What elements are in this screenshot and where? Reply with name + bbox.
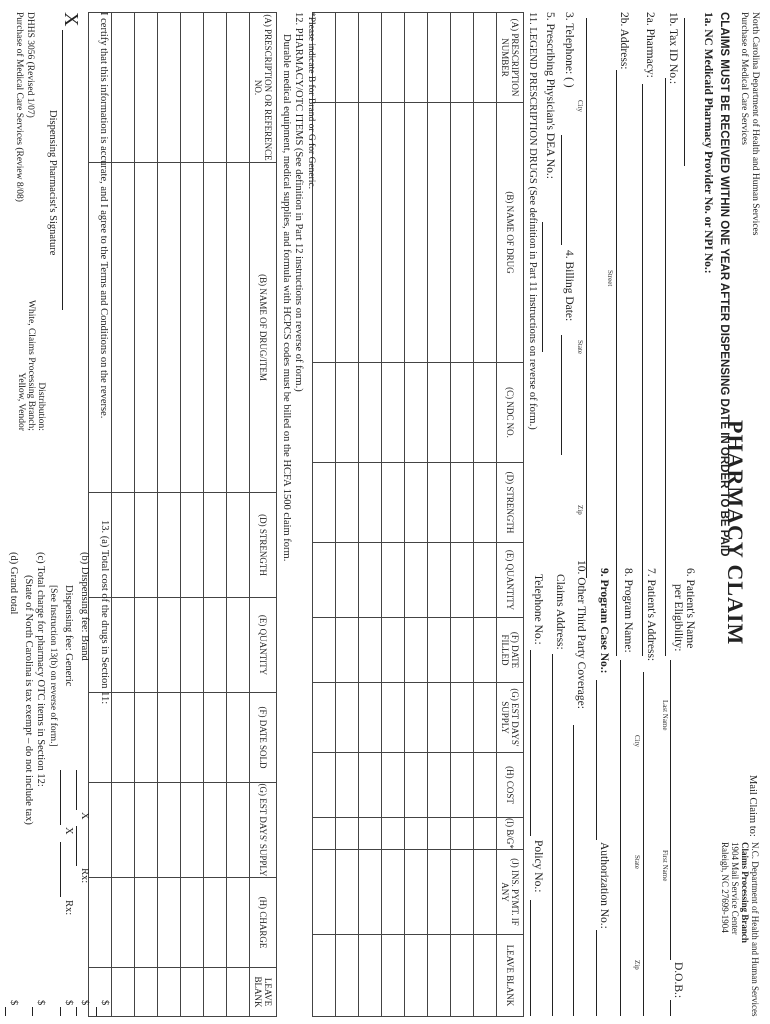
section-11-title: 11. LEGEND PRESCRIPTION DRUGS (See definition in Part 11 instructions on reverse of form.): [527, 12, 538, 430]
col-ref-number: (A) PRESCRIPTION OR REFERENCE NO.: [250, 13, 277, 163]
otc-total-field[interactable]: [32, 1007, 33, 1016]
provider-number-field[interactable]: [684, 18, 685, 166]
table-row[interactable]: [135, 13, 158, 1017]
section-12-subtitle: Durable medical equipment, medical supplies, and formula with HCPCS codes must be billed on the HCFA 1500 claim form.: [281, 34, 292, 562]
section-12-title: 12. PHARMACY/OTC ITEMS (See definition in Part 12 instructions on reverse of form.): [293, 12, 304, 392]
policy-field[interactable]: [530, 900, 531, 1016]
brand-dollar: $: [79, 1000, 90, 1006]
mail-address-line-1: N.C. Department of Health and Human Services: [750, 842, 760, 1017]
form-id-line-1: DHHS 3056 (Revised 1/07): [25, 12, 35, 118]
table-row[interactable]: [204, 13, 227, 1017]
form-id-line-2: Purchase of Medical Care Services (Review 8/08): [14, 12, 24, 202]
signature-label: Dispensing Pharmacist's Signature: [47, 110, 58, 256]
grand-total-dollar: $: [8, 1000, 19, 1006]
claims-address-label: Claims Address:: [554, 574, 566, 650]
col-brand-generic: (I) B/G*: [497, 818, 524, 850]
instruction-13b-note: [See Instruction 13(b) on reverse of form.]: [48, 585, 58, 747]
mail-address-line-2: Claims Processing Branch: [740, 842, 750, 943]
telephone-field[interactable]: [561, 135, 562, 245]
brand-rate-field[interactable]: [76, 826, 77, 866]
col-item-quantity: (E) QUANTITY: [250, 598, 277, 693]
table-row[interactable]: [474, 13, 497, 1017]
address-city-field[interactable]: [586, 18, 587, 578]
program-name-label: 8. Program Name:: [622, 568, 634, 653]
mail-claim-label: Mail Claim to:: [747, 775, 758, 837]
telephone-no-field[interactable]: [530, 650, 531, 836]
dob-label: D.O.B.:: [672, 962, 684, 999]
dea-field[interactable]: [542, 222, 543, 352]
col-rx-number: (A) PRESCRIPTION NUMBER: [497, 13, 524, 103]
address-label: 2b. Address:: [618, 12, 630, 70]
brand-fee-field[interactable]: [76, 1007, 77, 1016]
last-name-sublabel: Last Name: [661, 700, 669, 731]
patient-state-sublabel: State: [633, 855, 641, 869]
pharmacy-field[interactable]: [642, 84, 643, 656]
generic-rx-label: Rx:: [63, 900, 74, 916]
brand-generic-footnote: *Please indicate B for Brand or G for Generic.: [306, 12, 316, 190]
distribution-line-3: Yellow, Vendor: [16, 372, 26, 431]
total-cost-field[interactable]: [96, 1007, 97, 1016]
generic-count-field[interactable]: [60, 770, 61, 825]
total-cost-label: 13. (a) Total cost of the drugs in Section 11:: [99, 520, 110, 705]
col-cost: (H) COST: [497, 753, 524, 818]
section-11-table: [312, 12, 524, 1017]
col-item-strength: (D) STRENGTH: [250, 493, 277, 598]
col-date-sold: (F) DATE SOLD: [250, 693, 277, 783]
dispensing-fee-generic-label: Dispensing fee: Generic: [63, 585, 74, 687]
col-date-filled: (F) DATE FILLED: [497, 618, 524, 683]
table-row[interactable]: [181, 13, 204, 1017]
patient-city-sublabel: City: [633, 735, 641, 748]
table-row[interactable]: [112, 13, 135, 1017]
distribution-block: [16, 300, 46, 431]
mail-address-line-4: Raleigh, NC 27699-1904: [720, 842, 730, 933]
generic-fee-field[interactable]: [60, 1007, 61, 1016]
table-row[interactable]: [227, 13, 250, 1017]
col-item-name: (B) NAME OF DRUG/ITEM: [250, 163, 277, 493]
patient-zip-sublabel: Zip: [633, 960, 641, 970]
col-leave-blank: LEAVE BLANK: [497, 935, 524, 1017]
deadline-notice: CLAIMS MUST BE RECEIVED WITHIN ONE YEAR AFTER DISPENSING DATE IN ORDER TO BE PAID: [718, 12, 730, 557]
grand-total-field[interactable]: [5, 1007, 6, 1016]
authorization-label: Authorization No.:: [598, 842, 610, 929]
col-item-leave-blank: LEAVE BLANK: [250, 968, 277, 1017]
program-case-label: 9. Program Case No.:: [598, 568, 610, 674]
patient-name-field[interactable]: [670, 660, 671, 960]
col-ndc: (C) NDC NO.: [497, 363, 524, 463]
col-drug-name: (B) NAME OF DRUG: [497, 103, 524, 363]
section-12-header-row: [250, 13, 277, 1017]
program-name-field[interactable]: [620, 660, 621, 1016]
program-case-field[interactable]: [596, 680, 597, 840]
state-sublabel: State: [576, 340, 584, 354]
generic-rate-field[interactable]: [60, 842, 61, 897]
policy-label: Policy No.:: [532, 840, 544, 893]
table-row[interactable]: [451, 13, 474, 1017]
col-ins-payment: (J) INS. PYMT. IF ANY: [497, 850, 524, 935]
zip-sublabel: Zip: [576, 505, 584, 515]
tax-id-field[interactable]: [665, 78, 666, 656]
col-item-days-supply: (G) EST DAYS' SUPPLY: [250, 783, 277, 878]
patient-name-label: 6. Patient's Name: [684, 568, 696, 649]
brand-x-mark: X: [79, 812, 90, 820]
signature-field[interactable]: [62, 30, 63, 310]
signature-x-mark: X: [60, 12, 82, 27]
table-row[interactable]: [336, 13, 359, 1017]
dob-field[interactable]: [670, 1000, 671, 1016]
agency-line-2: Purchase of Medical Care Services: [739, 12, 749, 145]
pharmacy-label: 2a. Pharmacy:: [644, 12, 656, 78]
table-row[interactable]: [428, 13, 451, 1017]
form-title: PHARMACY CLAIM: [723, 420, 748, 646]
third-party-label: 10. Other Third Party Coverage:: [575, 560, 587, 709]
patient-address-field[interactable]: [643, 672, 644, 1016]
certification-text: I certify that this information is accurate, and I agree to the Terms and Conditions on the reverse.: [98, 12, 109, 419]
col-strength: (D) STRENGTH: [497, 463, 524, 543]
city-sublabel: City: [576, 100, 584, 113]
otc-total-label: (c) Total charge for pharmacy OTC items in Section 12:: [35, 552, 46, 787]
mail-address: [720, 842, 760, 1016]
authorization-field[interactable]: [596, 930, 597, 1016]
brand-rx-label: Rx:: [79, 868, 90, 884]
tax-exempt-note: (State of North Carolina is tax exempt – do not include tax): [23, 575, 34, 825]
street-sublabel: Street: [606, 270, 614, 287]
distribution-line-2: White, Claims Processing Branch;: [26, 300, 36, 431]
telephone-label: 3. Telephone: ( ): [563, 12, 575, 88]
table-row[interactable]: [405, 13, 428, 1017]
address-street-field[interactable]: [616, 70, 617, 656]
third-party-field[interactable]: [573, 725, 574, 1016]
billing-date-field[interactable]: [561, 335, 562, 455]
agency-line-1: North Carolina Department of Health and Human Services: [750, 12, 760, 236]
patient-eligibility-label: per Eligibility:: [672, 584, 684, 652]
generic-dollar: $: [63, 1000, 74, 1006]
col-charge: (H) CHARGE: [250, 878, 277, 968]
section-11-header-row: [497, 13, 524, 1017]
total-cost-dollar: $: [99, 1000, 110, 1006]
otc-dollar: $: [35, 1000, 46, 1006]
telephone-no-label: Telephone No.:: [532, 574, 544, 645]
table-row[interactable]: [382, 13, 405, 1017]
distribution-line-1: Distribution:: [36, 382, 46, 431]
col-days-supply: (G) EST DAYS' SUPPLY: [497, 683, 524, 753]
patient-address-label: 7. Patient's Address:: [645, 568, 657, 662]
first-name-sublabel: First Name: [661, 850, 669, 882]
generic-x-mark: X: [63, 827, 74, 835]
grand-total-label: (d) Grand total: [8, 552, 19, 615]
provider-number-label: 1a. NC Medicaid Pharmacy Provider No. or NPI No.:: [702, 12, 714, 274]
dispensing-fee-brand-label: (b) Dispensing fee: Brand: [79, 552, 90, 661]
mail-address-line-3: 1904 Mail Service Center: [730, 842, 740, 935]
brand-count-field[interactable]: [76, 770, 77, 810]
section-12-table: [88, 12, 277, 1017]
billing-date-label: 4. Billing Date:: [563, 250, 575, 322]
col-quantity: (E) QUANTITY: [497, 543, 524, 618]
claims-address-field[interactable]: [552, 654, 553, 1016]
tax-id-label: 1b. Tax ID No.:: [667, 12, 679, 85]
table-row[interactable]: [359, 13, 382, 1017]
dea-label: 5. Prescribing Physician's DEA No.:: [544, 12, 556, 179]
table-row[interactable]: [158, 13, 181, 1017]
